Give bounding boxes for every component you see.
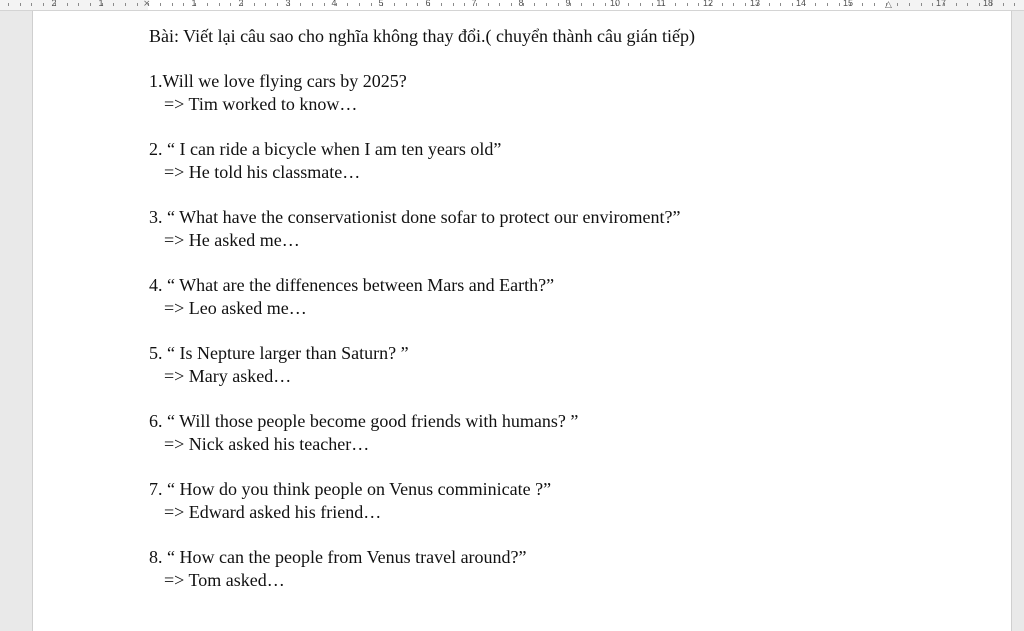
ruler-tick [1014, 3, 1015, 6]
ruler-tick [160, 3, 161, 6]
exercise-title: Bài: Viết lại câu sao cho nghĩa không thay đổi.( chuyển thành câu gián tiếp) [149, 26, 695, 46]
ruler-tick [453, 3, 454, 6]
ruler-tick [897, 3, 898, 6]
ruler-number: 17 [935, 0, 947, 8]
ruler-tick [406, 3, 407, 6]
ruler-tick [137, 3, 138, 6]
ruler-tick [967, 3, 968, 6]
ruler-tick [839, 3, 840, 6]
ruler-tick [534, 3, 535, 6]
question-text: 4. “ What are the diffenences between Mars and Earth?” [149, 275, 555, 295]
ruler-number: 18 [982, 0, 994, 8]
exercise-item [149, 410, 989, 456]
ruler-number: 9 [565, 0, 571, 8]
answer-prompt: => Mary asked… [164, 366, 292, 386]
ruler-tick [31, 3, 32, 6]
exercise-item [149, 206, 989, 252]
ruler-tick [347, 3, 348, 6]
question-text: 7. “ How do you think people on Venus comminicate ?” [149, 479, 552, 499]
ruler-number: 1 [98, 0, 104, 8]
question-text: 3. “ What have the conservationist done sofar to protect our enviroment?” [149, 207, 681, 227]
ruler-tick [113, 3, 114, 6]
ruler-tick [324, 3, 325, 6]
ruler-tick [652, 3, 653, 6]
ruler-tick [371, 3, 372, 6]
ruler-tick [932, 3, 933, 6]
ruler-tick [956, 3, 957, 6]
ruler-tick [722, 3, 723, 6]
ruler-tick [593, 3, 594, 6]
answer-prompt: => Leo asked me… [164, 298, 307, 318]
ruler-tick [207, 3, 208, 6]
ruler-number: 8 [518, 0, 524, 8]
ruler-tick [67, 3, 68, 6]
answer-prompt: => Edward asked his friend… [164, 502, 382, 522]
ruler-number: 14 [795, 0, 807, 8]
question-text: 2. “ I can ride a bicycle when I am ten years old” [149, 139, 502, 159]
exercise-item [149, 274, 989, 320]
question-text: 1.Will we love flying cars by 2025? [149, 71, 407, 91]
ruler-tick [675, 3, 676, 6]
ruler-tick [265, 3, 266, 6]
ruler-number: 12 [702, 0, 714, 8]
ruler-number: 11 [656, 0, 666, 8]
ruler-number: 15 [842, 0, 854, 8]
ruler-tick [488, 3, 489, 6]
exercise-item [149, 546, 989, 592]
question-text: 8. “ How can the people from Venus travel around?” [149, 547, 527, 567]
ruler-tick [640, 3, 641, 6]
exercise-item [149, 70, 989, 116]
ruler-tick [687, 3, 688, 6]
first-line-indent-icon[interactable]: ⨯ [143, 0, 151, 9]
ruler-tick [183, 3, 184, 6]
ruler-tick [300, 3, 301, 6]
exercise-item [149, 478, 989, 524]
ruler-tick [827, 3, 828, 6]
ruler-tick [499, 3, 500, 6]
ruler-tick [780, 3, 781, 6]
ruler-tick [8, 3, 9, 6]
ruler-tick [230, 3, 231, 6]
ruler-tick [172, 3, 173, 6]
ruler-tick [909, 3, 910, 6]
question-text: 5. “ Is Nepture larger than Saturn? ” [149, 343, 409, 363]
ruler-tick [581, 3, 582, 6]
ruler-number: 4 [331, 0, 337, 8]
ruler-tick [359, 3, 360, 6]
answer-prompt: => He told his classmate… [164, 162, 361, 182]
ruler-tick [511, 3, 512, 6]
ruler-tick [417, 3, 418, 6]
ruler-number: 13 [749, 0, 761, 8]
ruler-tick [792, 3, 793, 6]
ruler-tick [90, 3, 91, 6]
right-indent-icon[interactable]: △ [885, 0, 892, 10]
ruler-number: 3 [285, 0, 291, 8]
ruler-tick [745, 3, 746, 6]
ruler-tick [441, 3, 442, 6]
ruler-tick [979, 3, 980, 6]
ruler-tick [464, 3, 465, 6]
exercise-item [149, 138, 989, 184]
ruler-tick [628, 3, 629, 6]
ruler-tick [921, 3, 922, 6]
ruler-tick [1003, 3, 1004, 6]
ruler-tick [733, 3, 734, 6]
ruler-tick [874, 3, 875, 6]
answer-prompt: => Tim worked to know… [164, 94, 358, 114]
ruler-tick [862, 3, 863, 6]
ruler-number: 10 [609, 0, 621, 8]
ruler-tick [815, 3, 816, 6]
ruler-number: 2 [238, 0, 244, 8]
document-body [149, 25, 989, 614]
ruler-number: 1 [191, 0, 197, 8]
question-text: 6. “ Will those people become good friends with humans? ” [149, 411, 579, 431]
horizontal-ruler [0, 0, 1024, 11]
answer-prompt: => Nick asked his teacher… [164, 434, 370, 454]
ruler-tick [769, 3, 770, 6]
ruler-tick [78, 3, 79, 6]
ruler-tick [219, 3, 220, 6]
ruler-tick [277, 3, 278, 6]
ruler-number: 5 [378, 0, 384, 8]
answer-prompt: => Tom asked… [164, 570, 285, 590]
exercise-item [149, 342, 989, 388]
ruler-tick [43, 3, 44, 6]
ruler-tick [546, 3, 547, 6]
ruler-tick [605, 3, 606, 6]
ruler-tick [312, 3, 313, 6]
ruler-tick [698, 3, 699, 6]
ruler-tick [20, 3, 21, 6]
ruler-tick [254, 3, 255, 6]
ruler-number: 7 [471, 0, 477, 8]
ruler-tick [125, 3, 126, 6]
ruler-tick [558, 3, 559, 6]
ruler-number: 2 [51, 0, 57, 8]
ruler-tick [394, 3, 395, 6]
document-page [32, 11, 1012, 631]
ruler-number: 6 [425, 0, 431, 8]
answer-prompt: => He asked me… [164, 230, 300, 250]
